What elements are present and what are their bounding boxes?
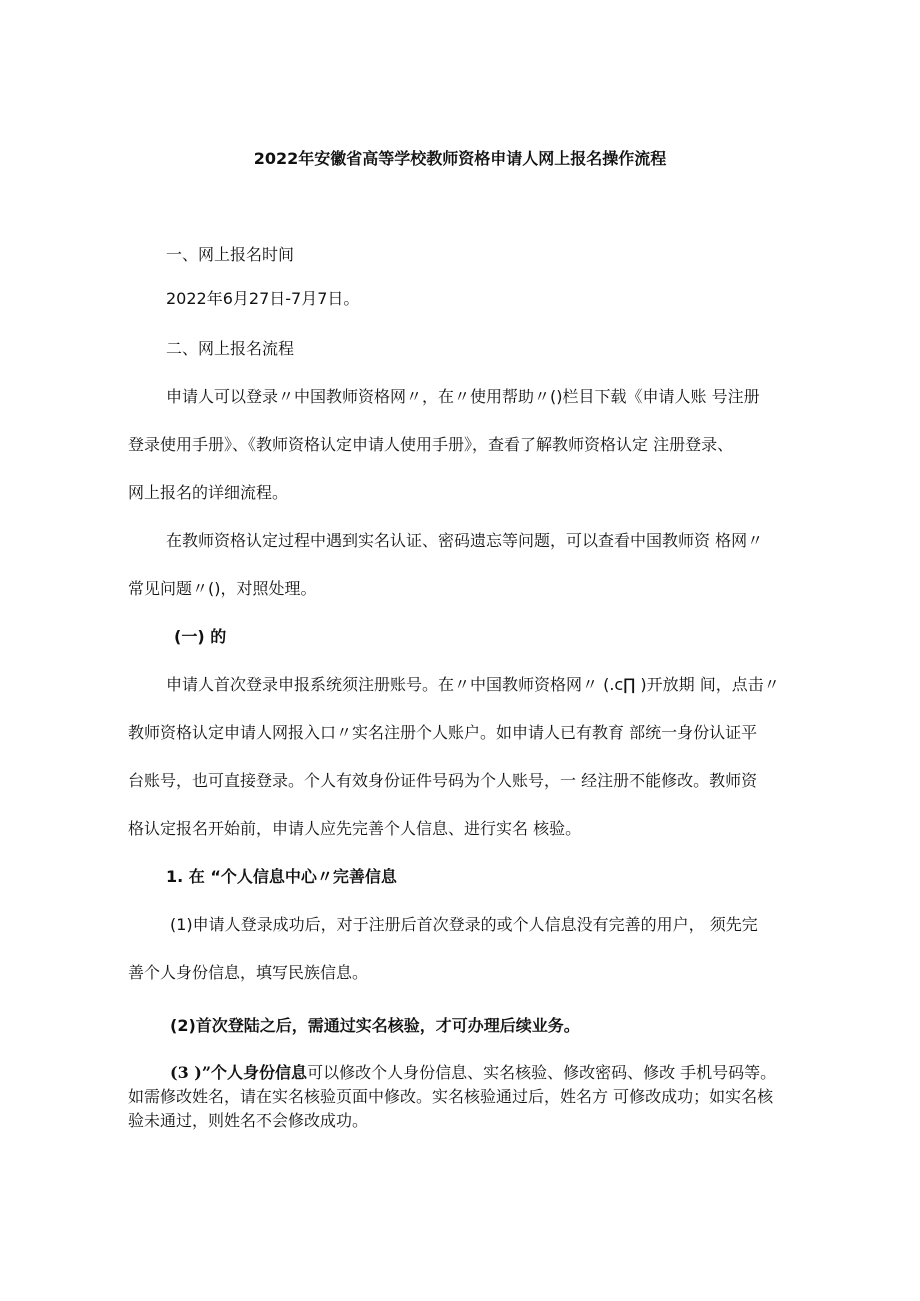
paragraph-line: 网上报名的详细流程。 [128, 483, 289, 502]
item1-2-text: (2)首次登陆之后，需通过实名核验，才可办理后续业务。 [170, 1016, 580, 1035]
paragraph-line: 教师资格认定申请人网报入口〃实名注册个人账户。如申请人已有教育 部统一身份认证平 [128, 723, 758, 742]
paragraph-line: 善个人身份信息，填写民族信息。 [128, 963, 369, 982]
item1-heading: 1. 在 “个人信息中心〃完善信息 [166, 867, 397, 886]
paragraph-line: 申请人首次登录申报系统须注册账号。在〃中国教师资格网〃 (.c∏ )开放期 间，点击〃 [166, 675, 780, 694]
subsection-heading: (一) 的 [174, 627, 227, 646]
paragraph-line: 登录使用手册》、《教师资格认定申请人使用手册》，查看了解教师资格认定 注册登录、 [128, 435, 734, 454]
paragraph-line: (1)申请人登录成功后，对于注册后首次登录的或个人信息没有完善的用户， 须先完 [170, 915, 758, 934]
section1-date: 2022年6月27日-7月7日。 [166, 289, 360, 308]
item1-3-rest: 可以修改个人身份信息、实名核验、修改密码、修改 手机号码等。 [307, 1063, 777, 1082]
document-title: 2022年安徽省高等学校教师资格申请人网上报名操作流程 [253, 149, 667, 168]
paragraph-line: 常见问题〃()，对照处理。 [128, 579, 317, 598]
paragraph-line: 申请人可以登录〃中国教师资格网〃，在〃使用帮助〃()栏目下载《申请人账 号注册 [166, 387, 760, 406]
item1-3-line2: 如需修改姓名，请在实名核验页面中修改。实名核验通过后，姓名方 可修改成功；如实名核 [128, 1087, 774, 1106]
paragraph-line: 格认定报名开始前，申请人应先完善个人信息、进行实名 核验。 [128, 819, 582, 838]
section2-heading: 二、网上报名流程 [166, 339, 295, 358]
section1-heading: 一、网上报名时间 [166, 245, 295, 264]
item1-3-prefix: (3 )”个人身份信息 [170, 1063, 308, 1082]
item1-3-line1 [170, 1062, 776, 1084]
paragraph-line: 在教师资格认定过程中遇到实名认证、密码遗忘等问题，可以查看中国教师资 格网〃 [166, 531, 764, 550]
paragraph-line: 台账号，也可直接登录。个人有效身份证件号码为个人账号，一 经注册不能修改。教师资 [128, 771, 758, 790]
item1-3-line3: 验未通过，则姓名不会修改成功。 [128, 1111, 369, 1130]
